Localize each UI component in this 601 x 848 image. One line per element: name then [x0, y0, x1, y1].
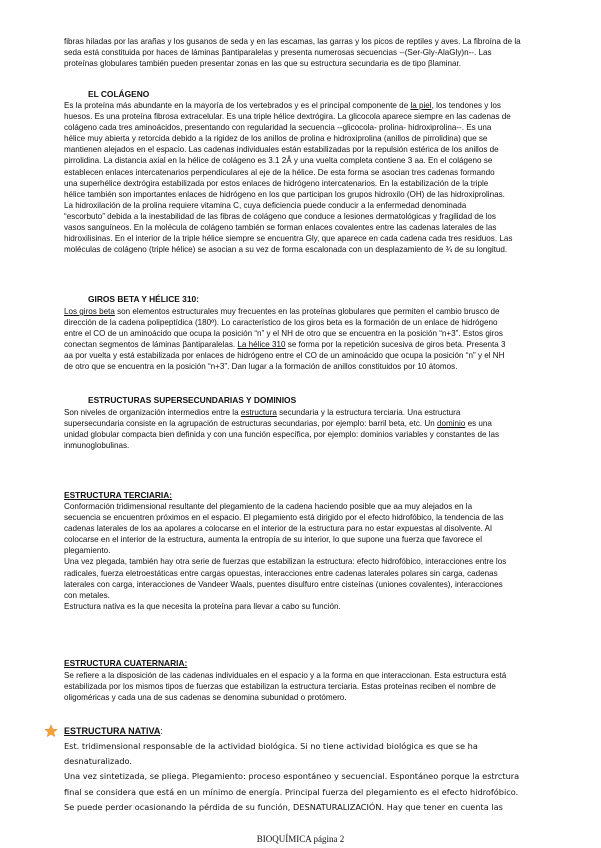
colageno-paragraph — [64, 100, 584, 255]
text-line: mantienen alejados en el espacio. Las cadenas individuales están estabilizadas por la repulsión estérica de los anillos de — [64, 145, 499, 155]
text-line: colágeno cada tres aminoácidos, presentando con regularidad la secuencia --glicocola- prolina- hidroxiprolina--. Es una — [64, 123, 492, 133]
text-line: establecen enlaces intercatenarios perpendiculares al eje de la hélice. De esta forma se asocian tres cadenas formando — [64, 167, 495, 177]
text-line: laterales con carga, interacciones de Vandeer Waals, puentes disulfuro entre cisteínas (uniones covalentes), interacciones — [64, 579, 503, 589]
text-line: La hidroxilación de la prolina requiere vitamina C, cuya deficiencia puede conducir a la enfermedad denominada — [64, 200, 467, 210]
text-line: vasos sanguíneos. En la molécula de colágeno también se forman enlaces covalentes entre las cadenas laterales de las — [64, 223, 497, 233]
text-line: radicales, fuerza eletroestáticas entre cargas opuestas, interacciones entre cadenas laterales polares sin carga, cadenas — [64, 568, 498, 578]
section-heading-colageno: EL COLÁGENO — [88, 89, 150, 99]
section-heading-giros: GIROS BETA Y HÉLICE 310: — [88, 294, 199, 304]
underlined-term: dominio — [436, 419, 466, 429]
star-icon — [44, 724, 58, 738]
text-line: fibras hiladas por las arañas y los gusanos de seda y en las escamas, las garras y los picos de reptiles y aves. La fibroína de la — [64, 37, 521, 46]
text-line: desnaturalizado. — [64, 756, 133, 767]
text-line: Son niveles de organización intermedios entre la estructura secundaria y la estructura terciaria. Una estructura — [64, 408, 461, 417]
section-heading-supersecundarias: ESTRUCTURAS SUPERSECUNDARIAS Y DOMINIOS — [88, 395, 297, 405]
text-line: hélice muy abierta y retorcida debido a la rigidez de los anillos de prolina e hidroxiprolina (anillos de pirrolidina) que se — [64, 134, 488, 144]
nativa-paragraph — [64, 739, 584, 815]
text-line: pirrolidina. La distancia axial en la hélice de colágeno es 3.1 2Å y una vuelta completa contiene 3 aa. En el colágeno se — [64, 156, 493, 166]
text-line: una superhélice dextrógira estabilizada por estos enlaces de hidrógeno intercatenarios. En la estabilización de la triple — [64, 178, 489, 188]
giros-paragraph — [64, 306, 584, 373]
text-line: con metales. — [64, 590, 110, 600]
text-line: final se considera que está en un mínimo de energía. Principal fuerza del plegamiento es el efecto hidrofóbico. — [64, 786, 519, 797]
text-line: huesos. Es una proteína fibrosa extracelular. Es una triple hélice dextrógira. La glicocola aparece siempre en las cadenas de — [64, 112, 511, 122]
supersec-paragraph — [64, 407, 584, 451]
text-line: secuencia se encuentren próximos en el espacio. El plegamiento está dirigido por el efecto hidrofóbico, la tendencia de las — [64, 513, 504, 523]
text-line: “escorbuto” debida a la inestabilidad de las fibras de colágeno que conduce a lesiones dermatológicas y fragilidad de los — [64, 211, 496, 221]
underlined-term: Los giros beta — [64, 307, 115, 316]
text-line: Conformación tridimensional resultante del plegamiento de la cadena haciendo posible que aa muy alejados en la — [64, 502, 473, 511]
nativa-heading-colon: : — [160, 726, 163, 736]
text-line: dirección de la cadena polipeptídica (180º). Lo característico de los giros beta es la formación de un enlace de hidrógeno — [64, 318, 498, 328]
intro-paragraph — [64, 36, 584, 69]
text-line: Se refiere a la disposición de las cadenas individuales en el espacio y a la forma en que interaccionan. Esta estructura está — [64, 671, 507, 680]
text-line: aa por vuelta y está estabilizada por enlaces de hidrógeno entre el CO de un aminoácido que ocupa la posición “n” y el NH — [64, 351, 505, 361]
text-line: hidroxilisinas. En el interior de la triple hélice siempre se encuentra Gly, que aparece en cada cadena cada tres residuos. Las — [64, 234, 513, 244]
underlined-term: la piel — [410, 101, 432, 110]
text-line: Es la proteína más abundante en la mayoría de los vertebrados y es el principal componente de la piel, los tendones y los — [64, 101, 501, 110]
section-heading-terciaria: ESTRUCTURA TERCIARIA: — [64, 490, 173, 500]
text-line: oligoméricas y cada una de sus cadenas se denomina subunidad o protómero. — [64, 693, 347, 703]
text-line: plegamiento. — [64, 546, 111, 556]
terciaria-paragraph — [64, 501, 584, 612]
page-footer: BIOQUÍMICA página 2 — [256, 834, 345, 844]
text-line: hélice también son importantes enlaces de hidrógeno en los que participan los grupos hidroxilo (OH) de las hidroxiprolinas. — [64, 189, 505, 199]
text-line: Una vez sintetizada, se pliega. Plegamiento: proceso espontáneo y secuencial. Espontáneo porque la estrctura — [64, 771, 520, 782]
text-line: moléculas de colágeno (triple hélice) se asocian a su vez de forma escalonada con un desplazamiento de ¾ de su longitud. — [64, 245, 508, 255]
text-line: Estructura nativa es la que necesita la proteína para llevar a cabo su función. — [64, 601, 341, 611]
text-line: entre el CO de un aminoácido que ocupa la posición “n” y el NH de otro que se encuentra en la posición “n+3”. Estos giros — [64, 329, 503, 339]
text-line: Est. tridimensional responsable de la actividad biológica. Si no tiene actividad biológica es que se ha — [64, 741, 478, 751]
text-line: inmunoglobulinas. — [64, 441, 130, 451]
text-line: Una vez plegada, también hay otra serie de fuerzas que estabilizan la estructura: efecto hidrofóbico, interacciones entre los — [64, 557, 507, 567]
nativa-heading-text: ESTRUCTURA NATIVA — [64, 726, 161, 736]
text-line: conectan segmentos de láminas βantiparalelas. La hélice 310 se forma por la repetición sucesiva de giros beta. Presenta 3 — [64, 340, 506, 350]
text-line: proteínas globulares también pueden presentar zonas en las que su estructura secundaria es de tipo βlaminar. — [64, 59, 461, 69]
text-line: seda está constituida por haces de láminas βantiparalelas y presenta numerosas secuencias --(Ser-Gly-AlaGly)n--. Las — [64, 48, 492, 58]
text-line: Los giros beta son elementos estructurales muy frecuentes en las proteínas globulares que permiten el cambio brusco de — [64, 307, 500, 316]
underlined-term: La hélice 310 — [237, 340, 286, 350]
section-heading-cuaternaria: ESTRUCTURA CUATERNARIA: — [64, 658, 188, 668]
text-line: unidad globular compacta bien definida y con una función específica, por ejemplo: dominios variables y constantes de las — [64, 430, 500, 440]
text-line: colocarse en el interior de la estructura, aumenta la entropía de su interior, lo que supone una fuerza que favorece el — [64, 535, 482, 545]
text-line: Se puede perder ocasionando la pérdida de su función, DESNATURALIZACIÓN. Hay que tener en cuenta las — [64, 801, 503, 812]
cuaternaria-paragraph — [64, 670, 584, 703]
text-line: de otro que se encuentra en la posición “n+3”. Dan lugar a la formación de anillos constituidos por 10 átomos. — [64, 362, 458, 372]
underlined-term: estructura — [240, 408, 277, 417]
text-line: supersecundaria consiste en la agrupación de estructuras secundarias, por ejemplo: barril beta, etc. Un dominio es una — [64, 419, 492, 429]
text-line: estabilizada por los mismos tipos de fuerzas que estabilizan la estructura terciaria. Estas proteínas reciben el nombre de — [64, 682, 496, 692]
section-heading-nativa — [64, 726, 163, 737]
text-line: cadenas laterales de los aa apolares a colocarse en el interior de la estructura para no estar expuestas al disolvente. Al — [64, 524, 492, 534]
